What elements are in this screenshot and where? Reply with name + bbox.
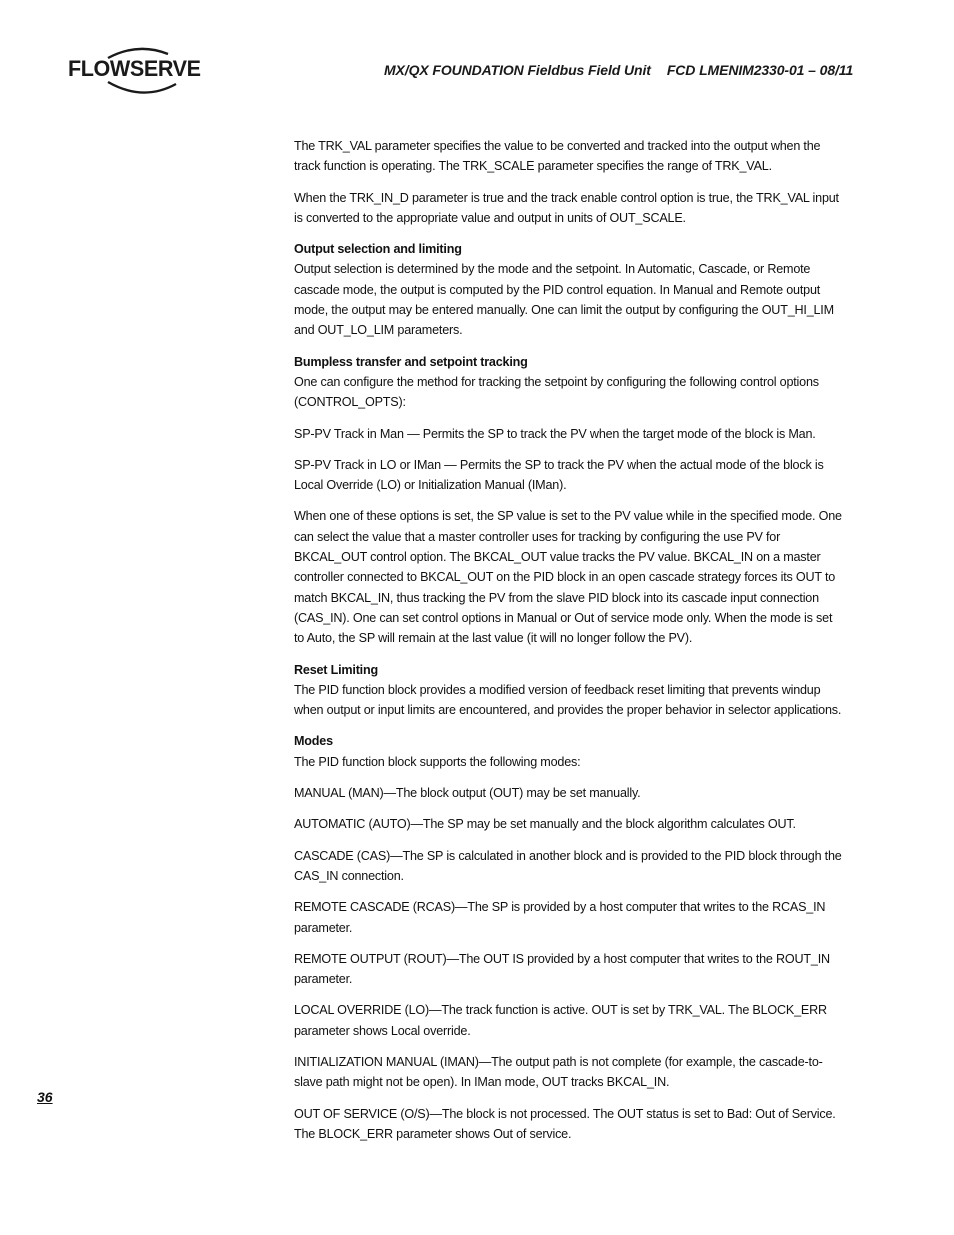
- mode-remote-cascade: REMOTE CASCADE (RCAS)—The SP is provided by a host computer that writes to the RCAS_IN parameter.: [294, 900, 826, 935]
- mode-out-of-service: OUT OF SERVICE (O/S)—The block is not processed. The OUT status is set to Bad: Out of Service. The BLOCK_ERR parameter shows Out of service.: [294, 1106, 836, 1141]
- paragraph-trk-in-d: When the TRK_IN_D parameter is true and the track enable control option is true, the TRK_VAL input is converted to the appropriate value and output in units of OUT_SCALE.: [294, 190, 839, 225]
- mode-local-override: LOCAL OVERRIDE (LO)—The track function is active. OUT is set by TRK_VAL. The BLOCK_ERR parameter shows Local override.: [294, 1003, 827, 1038]
- paragraph-sp-pv-man: SP-PV Track in Man — Permits the SP to track the PV when the target mode of the block is Man.: [294, 426, 816, 441]
- mode-automatic: AUTOMATIC (AUTO)—The SP may be set manually and the block algorithm calculates OUT.: [294, 817, 796, 832]
- heading-bumpless-transfer: Bumpless transfer and setpoint tracking: [294, 354, 528, 369]
- logo-wordmark: FLOWSERVE: [68, 56, 201, 81]
- heading-reset-limiting: Reset Limiting: [294, 662, 378, 677]
- paragraph-modes-intro: The PID function block supports the following modes:: [294, 754, 581, 769]
- paragraph-bkcal: When one of these options is set, the SP value is set to the PV value while in the specified mode. One can select the value that a master controller uses for tracking by configuring the use PV for BKCAL_OUT control option. The BKCAL_OUT value tracks the PV value. BKCAL_IN on a master controller connected to BKCAL_OUT on the PID block in an open cascade strategy forces its OUT to match BKCAL_IN, thus tracking the PV from the slave PID block into its cascade input connection (CAS_IN). One can set control options in Manual or Out of service mode only. When the mode is set to Auto, the SP will remain at the last value (it will no longer follow the PV).: [294, 509, 842, 646]
- document-code: FCD LMENIM2330-01 – 08/11: [666, 62, 854, 78]
- paragraph-reset-limiting: The PID function block provides a modified version of feedback reset limiting that prevents windup when output or input limits are encountered, and provides the proper behavior in selector applications.: [294, 682, 842, 718]
- mode-remote-output: REMOTE OUTPUT (ROUT)—The OUT IS provided by a host computer that writes to the ROUT_IN parameter.: [294, 951, 830, 987]
- page-header: [384, 62, 853, 78]
- flowserve-logo: [68, 44, 208, 96]
- paragraph-sp-pv-lo: SP-PV Track in LO or IMan — Permits the SP to track the PV when the actual mode of the block is Local Override (LO) or Initialization Manual (IMan).: [294, 457, 824, 493]
- heading-output-selection: Output selection and limiting: [294, 242, 462, 257]
- paragraph-output-selection: Output selection is determined by the mode and the setpoint. In Automatic, Cascade, or Remote cascade mode, the output is computed by the PID control equation. In Manual and Remote output mode, the output may be entered manually. One can limit the output by configuring the OUT_HI_LIM and OUT_LO_LIM parameters.: [294, 262, 834, 338]
- mode-manual: MANUAL (MAN)—The block output (OUT) may be set manually.: [294, 786, 641, 801]
- mode-initialization-manual: INITIALIZATION MANUAL (IMAN)—The output path is not complete (for example, the cascade-to-slave path might not be open). In IMan mode, OUT tracks BKCAL_IN.: [294, 1054, 823, 1090]
- heading-modes: Modes: [294, 734, 333, 749]
- body-content: [294, 136, 842, 1155]
- page-number: 36: [37, 1089, 53, 1105]
- paragraph-control-opts: One can configure the method for tracking the setpoint by configuring the following control options (CONTROL_OPTS):: [294, 374, 819, 410]
- paragraph-trk-val: The TRK_VAL parameter specifies the value to be converted and tracked into the output when the track function is operating. The TRK_SCALE parameter specifies the range of TRK_VAL.: [294, 139, 821, 174]
- mode-cascade: CASCADE (CAS)—The SP is calculated in another block and is provided to the PID block through the CAS_IN connection.: [294, 848, 842, 883]
- document-title: MX/QX FOUNDATION Fieldbus Field Unit: [384, 62, 651, 78]
